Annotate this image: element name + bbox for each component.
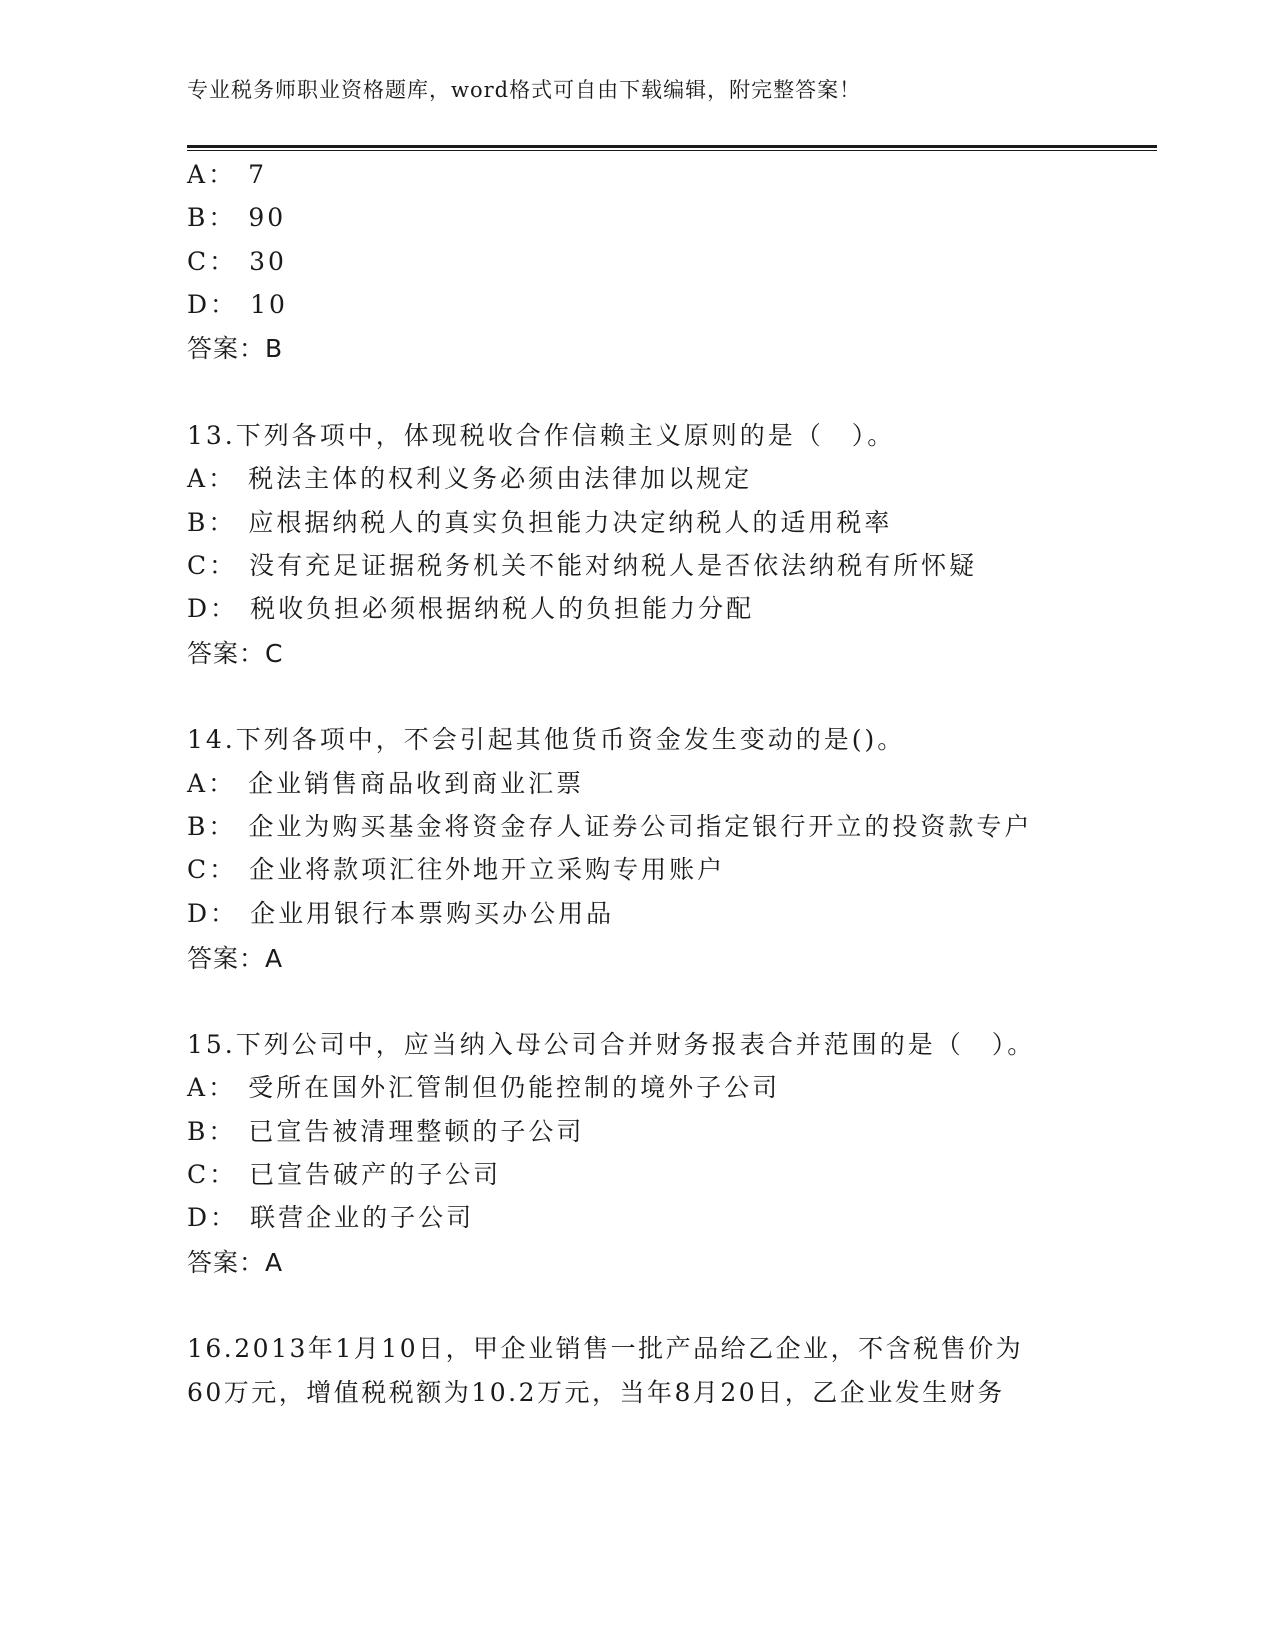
option-key: B: [187, 812, 209, 841]
option-separator: ：: [208, 812, 237, 841]
option-text: 受所在国外汇管制但仍能控制的境外子公司: [248, 1073, 781, 1102]
option-text: 联营企业的子公司: [250, 1203, 475, 1232]
option-separator: ：: [208, 203, 237, 232]
option-separator: ：: [208, 1073, 237, 1102]
option-b: [187, 810, 1032, 844]
option-text: 企业销售商品收到商业汇票: [248, 769, 585, 798]
option-text: 90: [248, 203, 287, 232]
option-a: [187, 158, 267, 192]
option-text: 应根据纳税人的真实负担能力决定纳税人的适用税率: [248, 508, 893, 537]
option-text: 7: [248, 160, 267, 189]
option-d: [187, 592, 754, 626]
option-text: 已宣告破产的子公司: [249, 1160, 502, 1189]
answer-line: 答案：A: [187, 1248, 284, 1277]
option-separator: ：: [210, 290, 239, 319]
option-c: [187, 853, 725, 887]
header-text: 专业税务师职业资格题库，word格式可自由下载编辑，附完整答案！: [187, 78, 862, 102]
question-stem-line-2: 60万元，增值税税额为10.2万元，当年8月20日，乙企业发生财务: [187, 1378, 1005, 1407]
option-a: [187, 462, 752, 496]
question-stem: 14.下列各项中，不会引起其他货币资金发生变动的是()。: [187, 725, 906, 754]
option-key: D: [187, 594, 211, 623]
option-b: [187, 201, 286, 235]
option-d: [187, 288, 288, 322]
option-text: 已宣告被清理整顿的子公司: [248, 1117, 585, 1146]
option-key: C: [187, 855, 210, 884]
option-key: C: [187, 551, 210, 580]
option-text: 企业为购买基金将资金存人证券公司指定银行开立的投资款专户: [248, 812, 1033, 841]
option-d: [187, 1201, 474, 1235]
option-key: A: [187, 464, 209, 493]
option-c: [187, 549, 977, 583]
option-key: B: [187, 508, 209, 537]
option-separator: ：: [208, 769, 237, 798]
option-separator: ：: [210, 1203, 239, 1232]
option-text: 10: [250, 290, 288, 319]
option-key: A: [187, 769, 209, 798]
option-key: C: [187, 247, 210, 276]
option-c: [187, 245, 287, 279]
option-text: 30: [249, 247, 287, 276]
option-d: [187, 897, 614, 931]
option-separator: ：: [209, 247, 238, 276]
header-rule-thin: [187, 150, 1157, 151]
option-text: 税法主体的权利义务必须由法律加以规定: [248, 464, 753, 493]
option-separator: ：: [208, 508, 237, 537]
option-separator: ：: [209, 1160, 238, 1189]
question-stem: 13.下列各项中，体现税收合作信赖主义原则的是（ ）。: [187, 421, 896, 450]
option-text: 没有充足证据税务机关不能对纳税人是否依法纳税有所怀疑: [249, 551, 978, 580]
option-b: [187, 506, 892, 540]
header-rule-thick: [187, 145, 1157, 148]
option-separator: ：: [210, 899, 239, 928]
option-a: [187, 767, 584, 801]
option-text: 企业将款项汇往外地开立采购专用账户: [249, 855, 726, 884]
option-separator: ：: [210, 594, 239, 623]
question-stem-line-1: 16.2013年1月10日，甲企业销售一批产品给乙企业，不含税售价为: [187, 1334, 1024, 1363]
option-text: 企业用银行本票购买办公用品: [250, 899, 615, 928]
option-separator: ：: [208, 464, 237, 493]
option-key: D: [187, 899, 211, 928]
option-b: [187, 1115, 584, 1149]
option-separator: ：: [209, 551, 238, 580]
option-key: D: [187, 1203, 211, 1232]
answer-line: 答案：C: [187, 639, 284, 668]
answer-line: 答案：B: [187, 334, 284, 363]
option-key: D: [187, 290, 211, 319]
option-text: 税收负担必须根据纳税人的负担能力分配: [250, 594, 755, 623]
question-stem: 15.下列公司中，应当纳入母公司合并财务报表合并范围的是（ ）。: [187, 1030, 1036, 1059]
option-a: [187, 1071, 780, 1105]
option-key: C: [187, 1160, 210, 1189]
option-c: [187, 1158, 501, 1192]
option-separator: ：: [209, 855, 238, 884]
option-key: A: [187, 160, 209, 189]
option-separator: ：: [208, 1117, 237, 1146]
option-key: B: [187, 1117, 209, 1146]
answer-line: 答案：A: [187, 944, 284, 973]
option-separator: ：: [208, 160, 237, 189]
option-key: A: [187, 1073, 209, 1102]
option-key: B: [187, 203, 209, 232]
